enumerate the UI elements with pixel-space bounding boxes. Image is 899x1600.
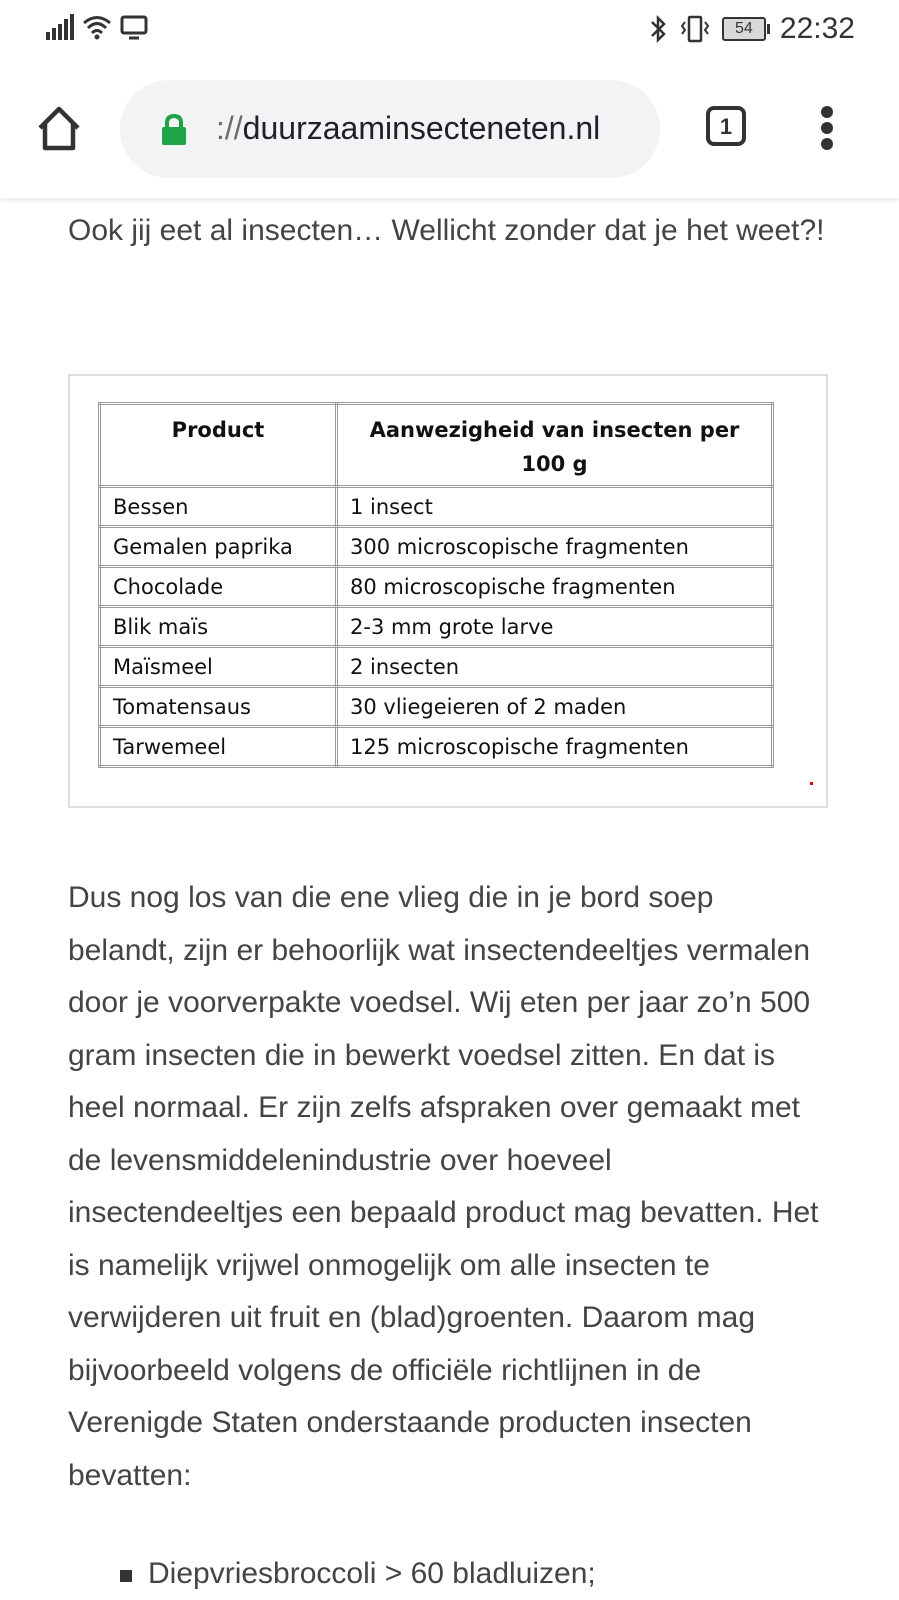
list-item (68, 1548, 828, 1600)
table-cell-presence: 2-3 mm grote larve (337, 607, 773, 647)
table-cell-product: Tarwemeel (100, 727, 337, 767)
table-cell-presence: 80 microscopische fragmenten (337, 567, 773, 607)
table-cell-presence: 30 vliegeieren of 2 maden (337, 687, 773, 727)
table-cell-product: Bessen (100, 487, 337, 527)
table-cell-presence: 1 insect (337, 487, 773, 527)
vibrate-icon (678, 14, 712, 44)
url-text[interactable] (216, 110, 600, 147)
table-cell-product: Chocolade (100, 567, 337, 607)
signal-icon (46, 14, 74, 40)
table-cell-product: Gemalen paprika (100, 527, 337, 567)
image-artifact (810, 782, 813, 785)
table-cell-product: Blik maïs (100, 607, 337, 647)
list-item-text: Diepvriesbroccoli > 60 bladluizen; (148, 1557, 596, 1590)
table-cell-product: Tomatensaus (100, 687, 337, 727)
insect-table (98, 402, 774, 768)
insect-table-image (68, 374, 828, 808)
table-header-presence: Aanwezigheid van insecten per 100 g (337, 404, 773, 487)
table-cell-presence: 300 microscopische fragmenten (337, 527, 773, 567)
address-bar[interactable] (120, 80, 660, 178)
table-cell-presence: 125 microscopische fragmenten (337, 727, 773, 767)
table-row (100, 727, 773, 767)
url-host: duurzaaminsecteneten.nl (242, 110, 601, 146)
table-header-row (100, 404, 773, 487)
body-paragraph: Dus nog los van die ene vlieg die in je bord soep belandt, zijn er behoorlijk wat insectendeeltjes vermalen door je voorverpakte voedsel. Wij eten per jaar zo’n 500 gram insecten die in bewerkt voedsel zitten. En dat is heel normaal. Er zijn zelfs afspraken over gemaakt met de levensmiddelenindustrie over hoeveel insectendeeltjes een bepaald product mag bevatten. Het is namelijk vrijwel onmogelijk om alle insecten te verwijderen uit fruit en (blad)groenten. Daarom mag bijvoorbeeld volgens de officiële richtlijnen in de Verenigde Staten onderstaande producten insecten bevatten: (68, 881, 819, 1492)
table-cell-product: Maïsmeel (100, 647, 337, 687)
url-scheme: :// (216, 110, 243, 146)
table-row (100, 687, 773, 727)
lock-icon[interactable] (160, 114, 188, 146)
wifi-icon (82, 14, 112, 40)
intro-paragraph: Ook jij eet al insecten… Wellicht zonder dat je het weet?! (68, 214, 825, 247)
status-bar (0, 0, 899, 64)
table-row (100, 567, 773, 607)
table-row (100, 607, 773, 647)
battery-icon (722, 17, 770, 41)
screen-mirror-icon (120, 14, 148, 40)
tab-switcher-icon[interactable]: 1 (706, 106, 746, 146)
browser-toolbar (0, 64, 899, 198)
status-right (648, 12, 855, 46)
bluetooth-icon (648, 14, 668, 44)
home-icon[interactable] (34, 104, 84, 154)
status-left (46, 14, 148, 40)
table-row (100, 487, 773, 527)
bullet-icon (120, 1570, 132, 1582)
table-cell-presence: 2 insecten (337, 647, 773, 687)
table-row (100, 527, 773, 567)
product-list (68, 1548, 828, 1600)
battery-level: 54 (722, 17, 766, 41)
table-row (100, 647, 773, 687)
more-menu-icon[interactable] (817, 106, 837, 152)
table-header-product: Product (100, 404, 337, 487)
clock: 22:32 (779, 12, 855, 45)
